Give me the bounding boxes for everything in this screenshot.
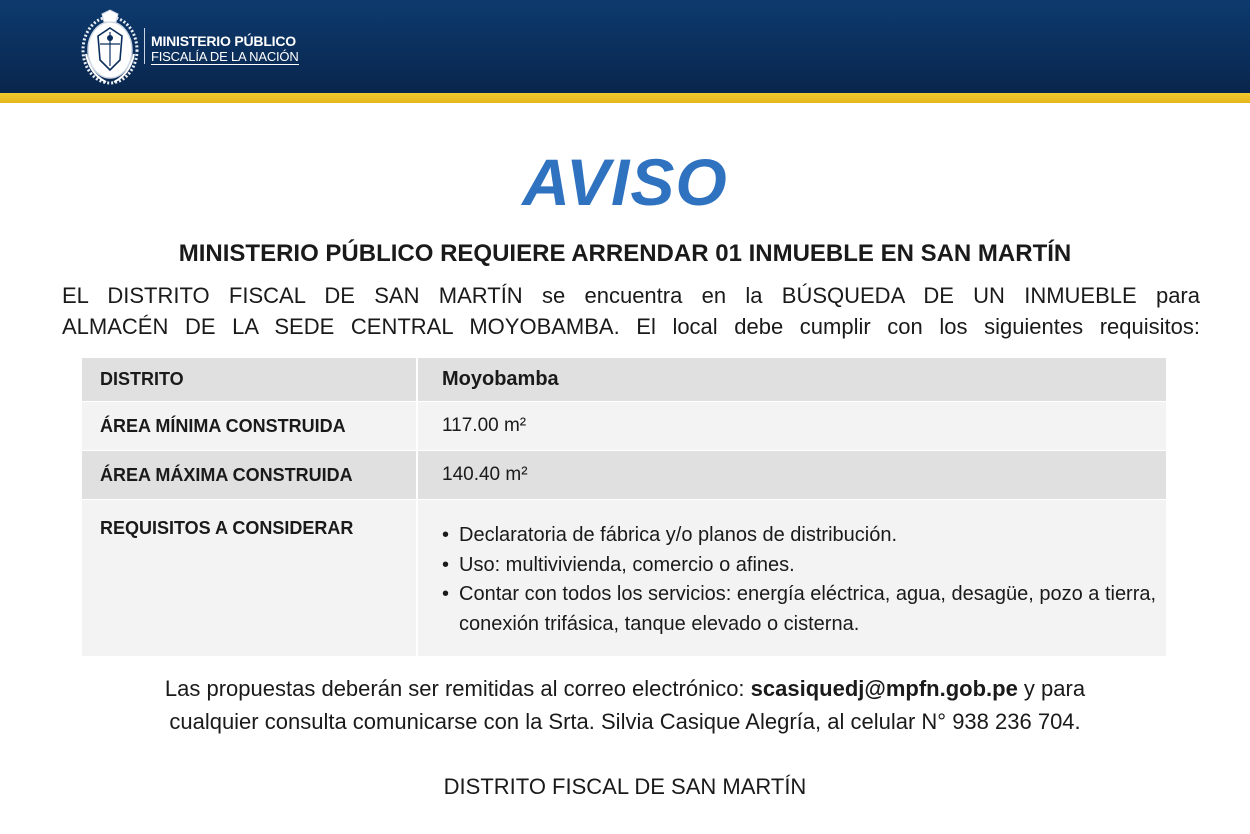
row-label-area-minima: ÁREA MÍNIMA CONSTRUIDA: [82, 402, 416, 450]
table-row: [82, 358, 1166, 401]
signature: DISTRITO FISCAL DE SAN MARTÍN: [443, 774, 807, 799]
intro-line-2: ALMACÉN DE LA SEDE CENTRAL MOYOBAMBA. El local debe cumplir con los siguientes requisitos:: [62, 314, 1200, 339]
notice-subtitle: MINISTERIO PÚBLICO REQUIERE ARRENDAR 01 INMUEBLE EN SAN MARTÍN: [178, 240, 1072, 267]
notice-title: AVISO: [522, 145, 728, 219]
requirements-table: [82, 358, 1166, 656]
contact-paragraph: [90, 672, 1160, 738]
row-value-distrito: Moyobamba: [418, 358, 1166, 401]
row-value-area-maxima: 140.40 m²: [418, 451, 1166, 499]
contact-email-link[interactable]: scasiquedj@mpfn.gob.pe: [750, 676, 1018, 701]
header-gold-stripe: [0, 93, 1250, 103]
coat-of-arms-icon: [80, 8, 140, 86]
list-item: • Contar con todos los servicios: energía eléctrica, agua, desagüe, pozo a tierra, conexión trifásica, tanque elevado o cisterna.: [442, 580, 1166, 639]
list-item: • Uso: multivivienda, comercio o afines.: [442, 551, 1166, 581]
table-row: [82, 402, 1166, 450]
contact-line-1: [90, 672, 1160, 705]
intro-line-1: EL DISTRITO FISCAL DE SAN MARTÍN se encuentra en la BÚSQUEDA DE UN INMUEBLE para: [62, 283, 1200, 308]
contact-text-before: Las propuestas deberán ser remitidas al correo electrónico:: [164, 676, 751, 701]
notice-intro: [62, 280, 1200, 342]
row-label-distrito: DISTRITO: [82, 358, 416, 401]
row-label-area-maxima: ÁREA MÁXIMA CONSTRUIDA: [82, 451, 416, 499]
institution-logo-text: [151, 34, 299, 65]
table-row: [82, 500, 1166, 656]
logo-line-ministerio: MINISTERIO PÚBLICO: [151, 33, 296, 49]
logo-line-fiscalia: FISCALÍA DE LA NACIÓN: [151, 49, 299, 64]
row-label-requisitos: REQUISITOS A CONSIDERAR: [82, 500, 416, 656]
requirements-list: [442, 521, 1166, 639]
list-item: • Declaratoria de fábrica y/o planos de distribución.: [442, 521, 1166, 551]
header-bar: [0, 0, 1250, 93]
contact-text-after: y para: [1017, 676, 1086, 701]
contact-line-2: cualquier consulta comunicarse con la Srta. Silvia Casique Alegría, al celular N° 938 236 704.: [169, 709, 1081, 734]
row-value-area-minima: 117.00 m²: [418, 402, 1166, 450]
row-value-requisitos: [418, 500, 1166, 656]
logo-divider: [144, 28, 145, 64]
table-row: [82, 451, 1166, 499]
